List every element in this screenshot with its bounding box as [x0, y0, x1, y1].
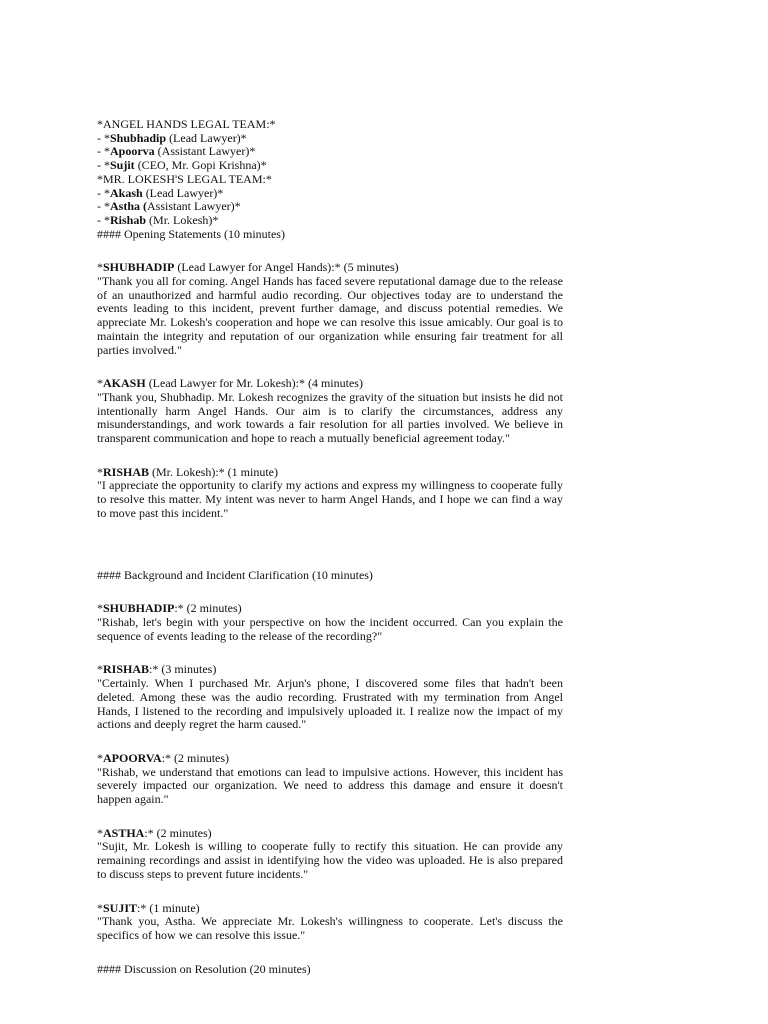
speaker-name: SUJIT [103, 900, 138, 915]
section-block [97, 963, 563, 977]
team-member: - *Astha (Assistant Lawyer)* [97, 199, 241, 214]
speaker-line: *RISHAB:* (3 minutes) [97, 662, 217, 677]
speech-text: "Thank you all for coming. Angel Hands has faced severe reputational damage due to the release of an unauthorized and harmful audio recording. Our objectives today are to understand the events leading to this incident, prevent further damage, and discuss potential remedies. We appreciate Mr. Lokesh's cooperation and hope we can resolve this issue amicably. Our goal is to maintain the integrity and reputation of our organization while ensuring fair treatment for all parties involved." [97, 274, 563, 357]
speech-block [97, 827, 563, 882]
speaker-line: *SHUBHADIP (Lead Lawyer for Angel Hands):* (5 minutes) [97, 260, 399, 275]
member-name: Astha ( [110, 199, 148, 214]
speech-block [97, 466, 563, 521]
speaker-name: AKASH [103, 376, 146, 391]
speech-block [97, 602, 563, 643]
team-member: - *Akash (Lead Lawyer)* [97, 185, 224, 200]
section-heading: #### Opening Statements (10 minutes) [97, 226, 285, 241]
speaker-name: SHUBHADIP [103, 260, 175, 275]
section-heading: #### Background and Incident Clarification (10 minutes) [97, 567, 373, 582]
speaker-line: *AKASH (Lead Lawyer for Mr. Lokesh):* (4 minutes) [97, 376, 363, 391]
member-name: Rishab [110, 212, 147, 227]
team-member: - *Apoorva (Assistant Lawyer)* [97, 144, 256, 159]
speaker-name: RISHAB [103, 464, 150, 479]
member-name: Sujit [110, 158, 135, 173]
team-member: - *Shubhadip (Lead Lawyer)* [97, 130, 247, 145]
speech-text: "Certainly. When I purchased Mr. Arjun's phone, I discovered some files that hadn't been deleted. Among these was the audio recording. Frustrated with my termination from Angel Hands, I listened to the recording and impulsively uploaded it. I realize now the impact of my actions and deeply regret the harm caused." [97, 676, 563, 732]
speech-block [97, 752, 563, 807]
team-member: - *Sujit (CEO, Mr. Gopi Krishna)* [97, 158, 267, 173]
member-name: Apoorva [110, 144, 155, 159]
speaker-name: RISHAB [103, 662, 150, 677]
member-name: Shubhadip [110, 130, 167, 145]
speech-text: "Sujit, Mr. Lokesh is willing to cooperate fully to rectify this situation. He can provide any remaining recordings and assist in identifying how the video was uploaded. He is also prepared to discuss steps to prevent future incidents." [97, 839, 563, 881]
speaker-name: APOORVA [103, 750, 162, 765]
team-header: *MR. LOKESH'S LEGAL TEAM:* [97, 171, 272, 186]
team-member: - *Rishab (Mr. Lokesh)* [97, 212, 219, 227]
speaker-line: *SUJIT:* (1 minute) [97, 900, 200, 915]
speech-block [97, 261, 563, 357]
speaker-name: SHUBHADIP [103, 601, 175, 616]
speech-text: "Thank you, Shubhadip. Mr. Lokesh recognizes the gravity of the situation but insists he did not intentionally harm Angel Hands. Our aim is to clarify the circumstances, address any misunderstandings, and work towards a fair resolution for all parties involved. We believe in transparent communication and hope to reach a mutually beneficial agreement today." [97, 389, 563, 446]
speech-text: "I appreciate the opportunity to clarify my actions and express my willingness to cooperate fully to resolve this matter. My intent was never to harm Angel Hands, and I hope we can find a way to move past this incident." [97, 478, 563, 520]
speaker-line: *ASTHA:* (2 minutes) [97, 825, 212, 840]
speech-text: "Rishab, let's begin with your perspective on how the incident occurred. Can you explain the sequence of events leading to the release of the recording?" [97, 614, 563, 643]
speaker-line: *SHUBHADIP:* (2 minutes) [97, 601, 242, 616]
member-name: Akash [110, 185, 143, 200]
speaker-line: *RISHAB (Mr. Lokesh):* (1 minute) [97, 464, 278, 479]
section-block [97, 569, 563, 583]
speech-block [97, 663, 563, 732]
speech-block [97, 377, 563, 446]
section-heading: #### Discussion on Resolution (20 minutes) [97, 961, 311, 976]
team-header: *ANGEL HANDS LEGAL TEAM:* [97, 117, 276, 131]
speaker-name: ASTHA [103, 825, 145, 840]
speech-text: "Thank you, Astha. We appreciate Mr. Lokesh's willingness to cooperate. Let's discuss the specifics of how we can resolve this issue." [97, 914, 563, 942]
document-page [97, 118, 563, 976]
speaker-line: *APOORVA:* (2 minutes) [97, 750, 230, 765]
speech-block [97, 902, 563, 943]
speech-text: "Rishab, we understand that emotions can lead to impulsive actions. However, this incident has severely impacted our organization. We need to address this damage and ensure it doesn't happen again." [97, 764, 563, 807]
